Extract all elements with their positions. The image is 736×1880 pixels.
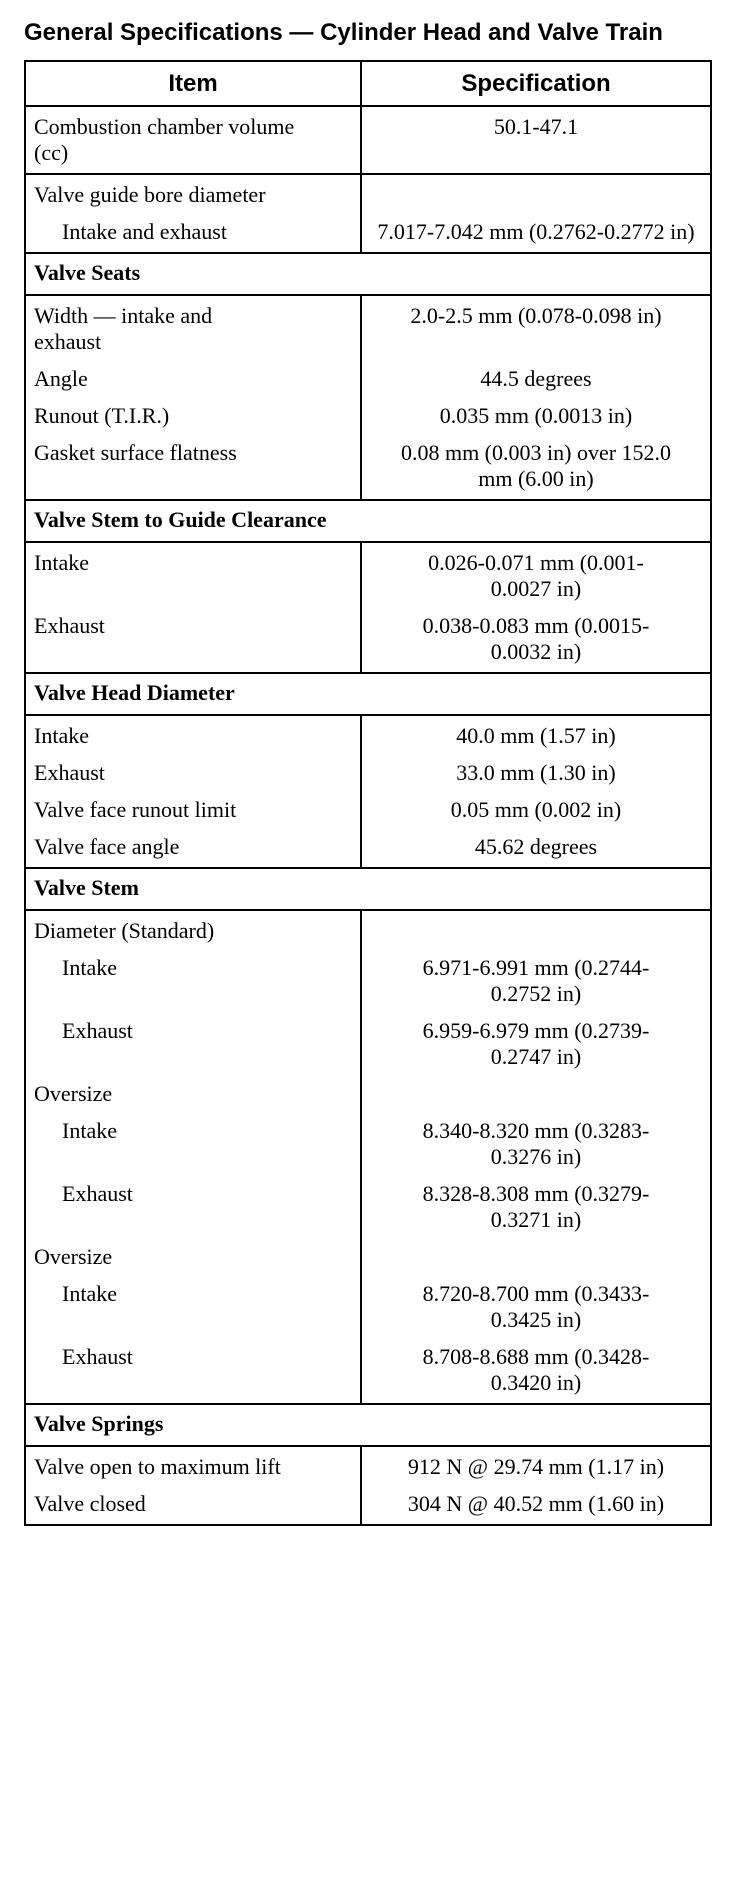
table-row [25,786,711,823]
item-cell: Oversize [25,1233,361,1270]
table-row [25,1233,711,1270]
table-row [25,1480,711,1525]
item-cell: Diameter (Standard) [25,910,361,944]
item-cell: Intake and exhaust [25,208,361,253]
section-row [25,1404,711,1446]
table-row [25,910,711,944]
spec-cell: 8.340-8.320 mm (0.3283-0.3276 in) [361,1107,711,1170]
item-cell: Valve open to maximum lift [25,1446,361,1480]
spec-cell: 0.05 mm (0.002 in) [361,786,711,823]
table-row [25,208,711,253]
item-cell: Intake [25,1270,361,1333]
spec-cell [361,910,711,944]
spec-cell: 304 N @ 40.52 mm (1.60 in) [361,1480,711,1525]
item-cell: Exhaust [25,602,361,673]
spec-cell: 0.038-0.083 mm (0.0015-0.0032 in) [361,602,711,673]
spec-cell: 50.1-47.1 [361,106,711,174]
column-header-specification: Specification [361,61,711,106]
section-row [25,673,711,715]
spec-cell: 7.017-7.042 mm (0.2762-0.2772 in) [361,208,711,253]
section-heading: Valve Head Diameter [25,673,711,715]
item-cell: Angle [25,355,361,392]
spec-cell: 40.0 mm (1.57 in) [361,715,711,749]
spec-cell: 8.720-8.700 mm (0.3433-0.3425 in) [361,1270,711,1333]
table-row [25,1107,711,1170]
spec-cell [361,174,711,208]
table-row [25,944,711,1007]
table-row [25,823,711,868]
item-cell: Intake [25,944,361,1007]
spec-cell: 912 N @ 29.74 mm (1.17 in) [361,1446,711,1480]
table-row [25,715,711,749]
spec-cell: 6.971-6.991 mm (0.2744-0.2752 in) [361,944,711,1007]
table-row [25,749,711,786]
item-cell: Exhaust [25,749,361,786]
spec-cell: 8.708-8.688 mm (0.3428-0.3420 in) [361,1333,711,1404]
table-row [25,1270,711,1333]
item-cell: Intake [25,1107,361,1170]
item-cell: Valve face angle [25,823,361,868]
item-cell: Valve guide bore diameter [25,174,361,208]
column-header-item: Item [25,61,361,106]
spec-cell: 0.035 mm (0.0013 in) [361,392,711,429]
spec-cell: 2.0-2.5 mm (0.078-0.098 in) [361,295,711,355]
spec-cell [361,1233,711,1270]
item-cell: Intake [25,542,361,602]
section-row [25,500,711,542]
header-row [25,61,711,106]
spec-cell: 45.62 degrees [361,823,711,868]
page-title: General Specifications — Cylinder Head and Valve Train [24,19,663,46]
item-cell: Exhaust [25,1333,361,1404]
table-row [25,1007,711,1070]
table-row [25,602,711,673]
document [24,20,710,1526]
section-row [25,868,711,910]
item-cell: Width — intake and exhaust [25,295,361,355]
section-row [25,253,711,295]
spec-cell: 0.08 mm (0.003 in) over 152.0 mm (6.00 in) [361,429,711,500]
item-cell: Intake [25,715,361,749]
table-row [25,392,711,429]
spec-cell: 44.5 degrees [361,355,711,392]
section-heading: Valve Seats [25,253,711,295]
section-heading: Valve Stem [25,868,711,910]
item-cell: Exhaust [25,1007,361,1070]
table-row [25,295,711,355]
item-cell: Exhaust [25,1170,361,1233]
table-row [25,1333,711,1404]
table-row [25,542,711,602]
item-cell: Valve closed [25,1480,361,1525]
section-heading: Valve Springs [25,1404,711,1446]
spec-table [24,60,712,1526]
spec-cell [361,1070,711,1107]
table-row [25,429,711,500]
item-cell: Combustion chamber volume (cc) [25,106,361,174]
table-row [25,355,711,392]
table-row [25,1446,711,1480]
table-row [25,1170,711,1233]
spec-cell: 33.0 mm (1.30 in) [361,749,711,786]
spec-cell: 0.026-0.071 mm (0.001-0.0027 in) [361,542,711,602]
spec-cell: 6.959-6.979 mm (0.2739-0.2747 in) [361,1007,711,1070]
table-row [25,174,711,208]
table-row [25,1070,711,1107]
item-cell: Valve face runout limit [25,786,361,823]
item-cell: Oversize [25,1070,361,1107]
section-heading: Valve Stem to Guide Clearance [25,500,711,542]
table-row [25,106,711,174]
spec-cell: 8.328-8.308 mm (0.3279-0.3271 in) [361,1170,711,1233]
item-cell: Runout (T.I.R.) [25,392,361,429]
item-cell: Gasket surface flatness [25,429,361,500]
